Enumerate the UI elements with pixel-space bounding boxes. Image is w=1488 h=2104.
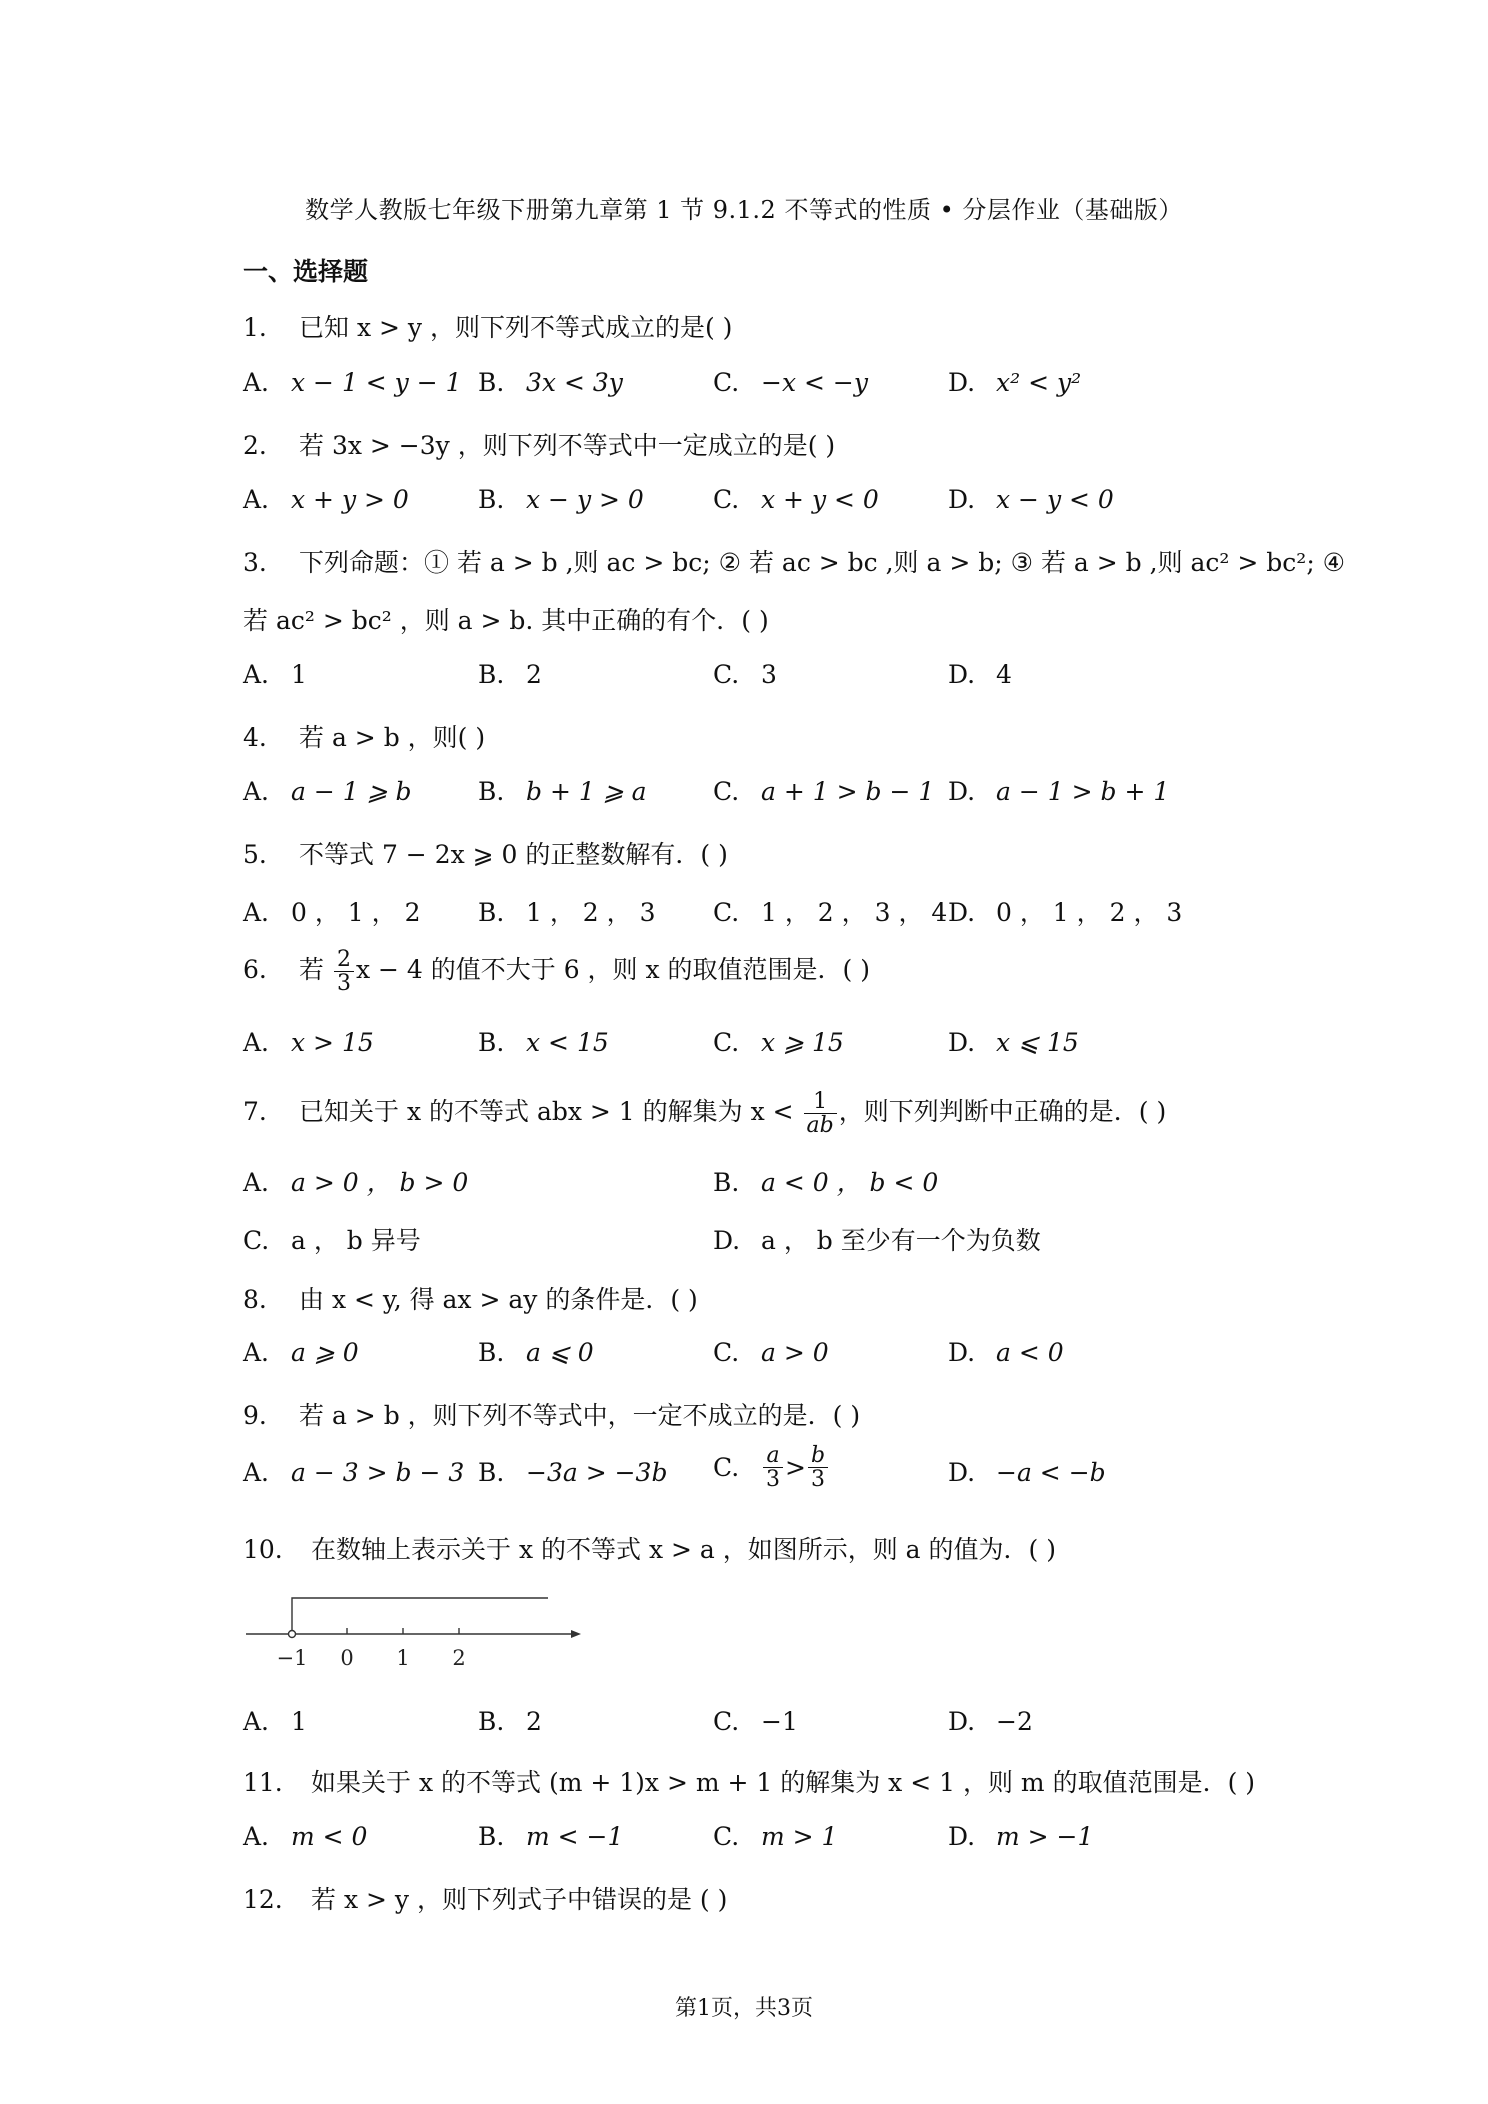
option-b [478,1458,667,1487]
question-number: 8. [243,1285,267,1314]
option-label: B. [478,1338,505,1367]
option-label: C. [713,1707,740,1736]
option-text: −a < −b [996,1458,1106,1487]
question-stem: 若 [299,955,325,985]
tick-label: −1 [276,1646,308,1670]
question-stem: 若 x > y ，则下列式子中错误的是 ( ) [311,1885,728,1914]
option-text: x² < y² [996,368,1082,397]
option-a [243,893,421,929]
open-circle-point [289,1631,296,1638]
option-b [478,368,623,397]
option-c [713,1338,829,1367]
option-label: A. [243,1458,270,1487]
option-label: A. [243,1707,270,1736]
option-text: x − y > 0 [526,485,644,514]
solution-bracket [292,1598,548,1632]
option-b [478,1338,594,1367]
option-label: B. [478,485,505,514]
tick-label: 0 [340,1646,354,1670]
option-label: B. [478,1028,505,1057]
question-3-continued [243,601,769,637]
option-d [713,1221,1041,1257]
option-text: a > 0 [761,1338,829,1367]
option-d [948,485,1114,514]
option-label: A. [243,1338,270,1367]
question-7 [243,1090,1166,1137]
option-label: B. [478,660,505,689]
option-c [713,368,868,397]
option-d [948,777,1169,806]
fraction [804,1090,837,1137]
option-a [243,1028,374,1057]
option-text: m < 0 [291,1822,368,1851]
option-label: D. [948,1028,976,1057]
option-label: B. [713,1168,740,1197]
option-c [713,660,777,689]
option-c [713,1707,798,1736]
option-text: 1 [291,660,307,689]
question-number: 11. [243,1768,283,1797]
question-stem: 在数轴上表示关于 x 的不等式 x > a ，如图所示，则 a 的值为．( ) [311,1535,1056,1564]
option-text: 0 ， 1 ， 2 ， 3 [996,898,1183,927]
option-d [948,368,1081,397]
option-b [478,660,542,689]
fraction-denominator: 3 [766,1467,780,1493]
question-stem: 下列命题：① 若 a > b ,则 ac > bc; ② 若 ac > bc ,则 a > b; ③ 若 a > b ,则 ac² > bc²; ④ [299,548,1346,577]
fraction [334,948,354,995]
option-text: a > 0 ， b > 0 [291,1168,469,1197]
option-a [243,660,307,689]
question-6 [243,948,870,995]
option-label: B. [478,1707,505,1736]
option-d [948,1458,1106,1487]
option-text: a ⩽ 0 [526,1338,594,1367]
question-number: 3. [243,548,267,577]
option-d [948,660,1012,689]
question-number: 10. [243,1535,283,1564]
fraction-numerator: a [763,1444,783,1468]
question-4 [243,718,485,754]
option-text: m > −1 [996,1822,1094,1851]
question-10 [243,1530,1056,1566]
question-stem: 已知 x > y ，则下列不等式成立的是( ) [299,313,733,342]
question-stem: 由 x < y, 得 ax > ay 的条件是．( ) [299,1285,698,1314]
relation-symbol: > [785,1453,806,1483]
option-b [478,1707,542,1736]
question-stem: ，则下列判断中正确的是．( ) [838,1097,1167,1127]
option-label: C. [713,1338,740,1367]
question-5 [243,835,728,871]
option-text: x > 15 [291,1028,374,1057]
option-label: D. [948,1458,976,1487]
question-stem: x − 4 的值不大于 6 ，则 x 的取值范围是．( ) [355,955,871,985]
option-b [478,777,647,806]
question-number: 1. [243,313,267,342]
option-text: a < 0 ， b < 0 [761,1168,939,1197]
question-number: 7. [243,1097,267,1127]
option-text: a < 0 [996,1338,1064,1367]
option-text: a − 1 ⩾ b [291,777,412,806]
option-text: 4 [996,660,1012,689]
option-text: 1 ， 2 ， 3 ， 4 [761,898,948,927]
question-stem: 若 a > b ，则( ) [299,723,486,752]
option-label: C. [243,1226,270,1255]
option-text: x ⩽ 15 [996,1028,1079,1057]
option-c [243,1221,421,1257]
option-label: A. [243,485,270,514]
option-label: D. [948,777,976,806]
question-12 [243,1880,727,1916]
option-text: 1 ， 2 ， 3 [526,898,656,927]
page-footer: 第1页，共3页 [675,1996,813,2021]
tick-label: 1 [396,1646,410,1670]
question-9 [243,1396,860,1432]
option-c [713,893,947,929]
option-a [243,1338,359,1367]
option-text: x − 1 < y − 1 [291,368,462,397]
option-a [243,485,409,514]
question-stem: 不等式 7 − 2x ⩾ 0 的正整数解有．( ) [299,840,728,869]
question-8 [243,1280,698,1316]
question-number: 9. [243,1401,267,1430]
option-label: D. [948,660,976,689]
option-label: A. [243,1168,270,1197]
fraction-denominator: ab [806,1113,834,1139]
option-d [948,1028,1079,1057]
option-d [948,1338,1064,1367]
option-label: A. [243,898,270,927]
section-heading: 一、选择题 [243,257,369,286]
option-label: B. [478,1458,505,1487]
option-text: x + y > 0 [291,485,409,514]
option-label: B. [478,368,505,397]
option-a [243,777,412,806]
question-stem: 若 3x > −3y ，则下列不等式中一定成立的是( ) [299,431,836,460]
option-a [243,368,462,397]
question-stem: 已知关于 x 的不等式 abx > 1 的解集为 x < [299,1097,794,1127]
question-number: 6. [243,955,267,985]
option-b [478,893,656,929]
document-title: 数学人教版七年级下册第九章第 1 节 9.1.2 不等式的性质 • 分层作业（基础版） [305,196,1183,224]
option-label: A. [243,1822,270,1851]
option-label: D. [713,1226,741,1255]
option-label: C. [713,898,740,927]
option-text: −3a > −3b [526,1458,668,1487]
fraction [763,1444,783,1491]
option-text: m > 1 [761,1822,838,1851]
question-stem: 如果关于 x 的不等式 (m + 1)x > m + 1 的解集为 x < 1 ，则 m 的取值范围是．( ) [311,1768,1256,1797]
option-text: a − 3 > b − 3 [291,1458,465,1487]
option-text: a ， b 至少有一个为负数 [761,1226,1041,1255]
tick-label: 2 [452,1646,466,1670]
option-label: D. [948,898,976,927]
question-11 [243,1763,1255,1799]
option-text: b + 1 ⩾ a [526,777,647,806]
option-text: 3 [761,660,777,689]
option-c [713,777,934,806]
option-d [948,1822,1093,1851]
question-1 [243,308,732,344]
option-text: x − y < 0 [996,485,1114,514]
option-label: D. [948,1338,976,1367]
option-d [948,893,1182,929]
option-text: 2 [526,1707,542,1736]
question-stem: 若 ac² > bc² ，则 a > b. 其中正确的有个．( ) [243,606,769,635]
option-label: B. [478,1822,505,1851]
option-text: −1 [761,1707,798,1736]
option-label: A. [243,660,270,689]
option-label: D. [948,1707,976,1736]
option-b [478,1028,609,1057]
question-number: 2. [243,431,267,460]
question-2 [243,426,835,462]
option-text: a ， b 异号 [291,1226,421,1255]
option-text: a − 1 > b + 1 [996,777,1170,806]
option-label: C. [713,485,740,514]
option-text: x ⩾ 15 [761,1028,844,1057]
option-text: x < 15 [526,1028,609,1057]
option-text: −2 [996,1707,1033,1736]
question-stem: 若 a > b ，则下列不等式中，一定不成立的是．( ) [299,1401,861,1430]
option-label: A. [243,777,270,806]
option-b [478,1822,623,1851]
fraction-numerator: b [808,1444,828,1468]
option-b [713,1163,938,1199]
option-a [243,1163,468,1199]
option-label: C. [713,1028,740,1057]
option-a [243,1822,367,1851]
option-text: a + 1 > b − 1 [761,777,935,806]
option-label: C. [713,368,740,397]
option-label: B. [478,898,505,927]
option-text: 1 [291,1707,307,1736]
option-d [948,1707,1033,1736]
option-label: C. [713,777,740,806]
fraction-numerator: 2 [334,948,354,972]
option-c [713,1444,830,1491]
option-label: C. [713,1822,740,1851]
question-number: 5. [243,840,267,869]
option-text: 3x < 3y [526,368,623,397]
fraction-numerator: 1 [804,1090,837,1114]
option-b [478,485,644,514]
option-text: 2 [526,660,542,689]
option-a [243,1707,307,1736]
option-label: C. [713,1453,740,1483]
question-3 [243,543,1345,579]
fraction [808,1444,828,1491]
option-label: A. [243,368,270,397]
question-number: 12. [243,1885,283,1914]
option-a [243,1458,464,1487]
option-label: D. [948,1822,976,1851]
number-line-figure [243,1590,593,1680]
option-c [713,1028,844,1057]
option-c [713,485,879,514]
option-label: D. [948,485,976,514]
option-text: a ⩾ 0 [291,1338,359,1367]
number-line-axis [246,1630,581,1638]
option-label: C. [713,660,740,689]
question-number: 4. [243,723,267,752]
fraction-denominator: 3 [811,1467,825,1493]
option-text: m < −1 [526,1822,624,1851]
option-label: D. [948,368,976,397]
option-text: 0 ， 1 ， 2 [291,898,421,927]
option-label: B. [478,777,505,806]
fraction-denominator: 3 [336,971,351,997]
option-text: −x < −y [761,368,868,397]
option-label: A. [243,1028,270,1057]
option-c [713,1822,837,1851]
number-line-ticks [347,1628,459,1634]
option-text: x + y < 0 [761,485,879,514]
